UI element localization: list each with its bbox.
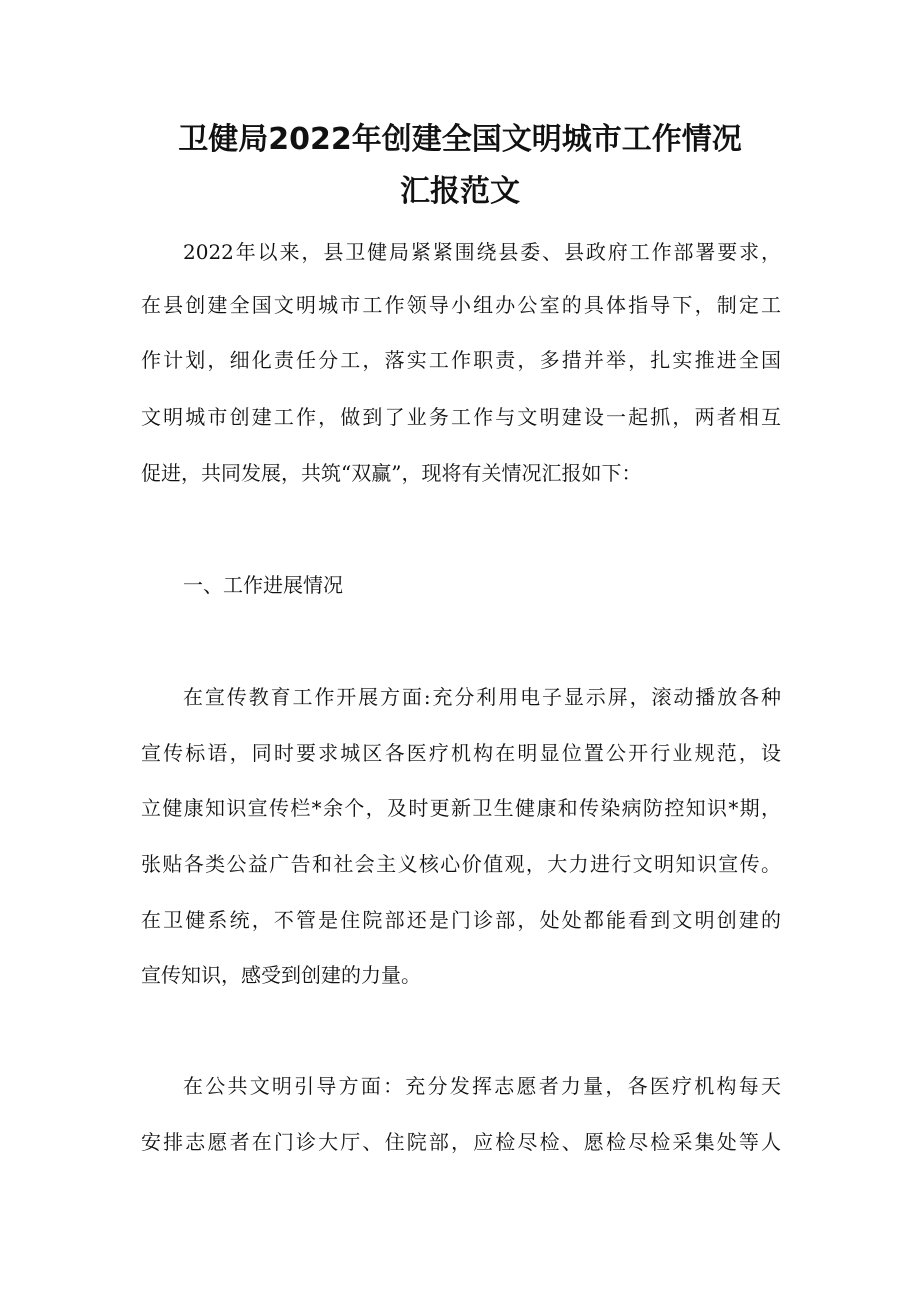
document-title-line-1: 卫健局2022年创建全国文明城市工作情况 [178,122,742,157]
para2-line-5: 在卫健系统，不管是住院部还是门诊部，处处都能看到文明创建的 [141,908,781,932]
para3-line-2: 安排志愿者在门诊大厅、住院部，应检尽检、愿检尽检采集处等人 [141,1130,781,1154]
intro-line-5: 促进，共同发展，共筑“双赢”，现将有关情况汇报如下： [141,461,642,485]
para2-line-1: 在宣传教育工作开展方面:充分利用电子显示屏，滚动播放各种 [183,685,781,709]
para3-line-1: 在公共文明引导方面：充分发挥志愿者力量，各医疗机构每天 [183,1074,781,1098]
para2-line-3: 立健康知识宣传栏*余个，及时更新卫生健康和传染病防控知识*期， [141,796,781,820]
document-title-line-2: 汇报范文 [400,174,520,209]
para2-line-2: 宣传标语，同时要求城区各医疗机构在明显位置公开行业规范，设 [141,741,781,765]
intro-line-1: 2022年以来，县卫健局紧紧围绕县委、县政府工作部署要求， [183,240,781,264]
intro-line-3: 作计划，细化责任分工，落实工作职责，多措并举，扎实推进全国 [141,348,781,372]
para2-line-6: 宣传知识，感受到创建的力量。 [141,963,421,987]
intro-line-4: 文明城市创建工作，做到了业务工作与文明建设一起抓，两者相互 [141,405,781,429]
section-heading-1: 一、工作进展情况 [183,573,343,597]
intro-line-2: 在县创建全国文明城市工作领导小组办公室的具体指导下，制定工 [141,293,781,317]
para2-line-4: 张贴各类公益广告和社会主义核心价值观，大力进行文明知识宣传。 [141,852,781,876]
